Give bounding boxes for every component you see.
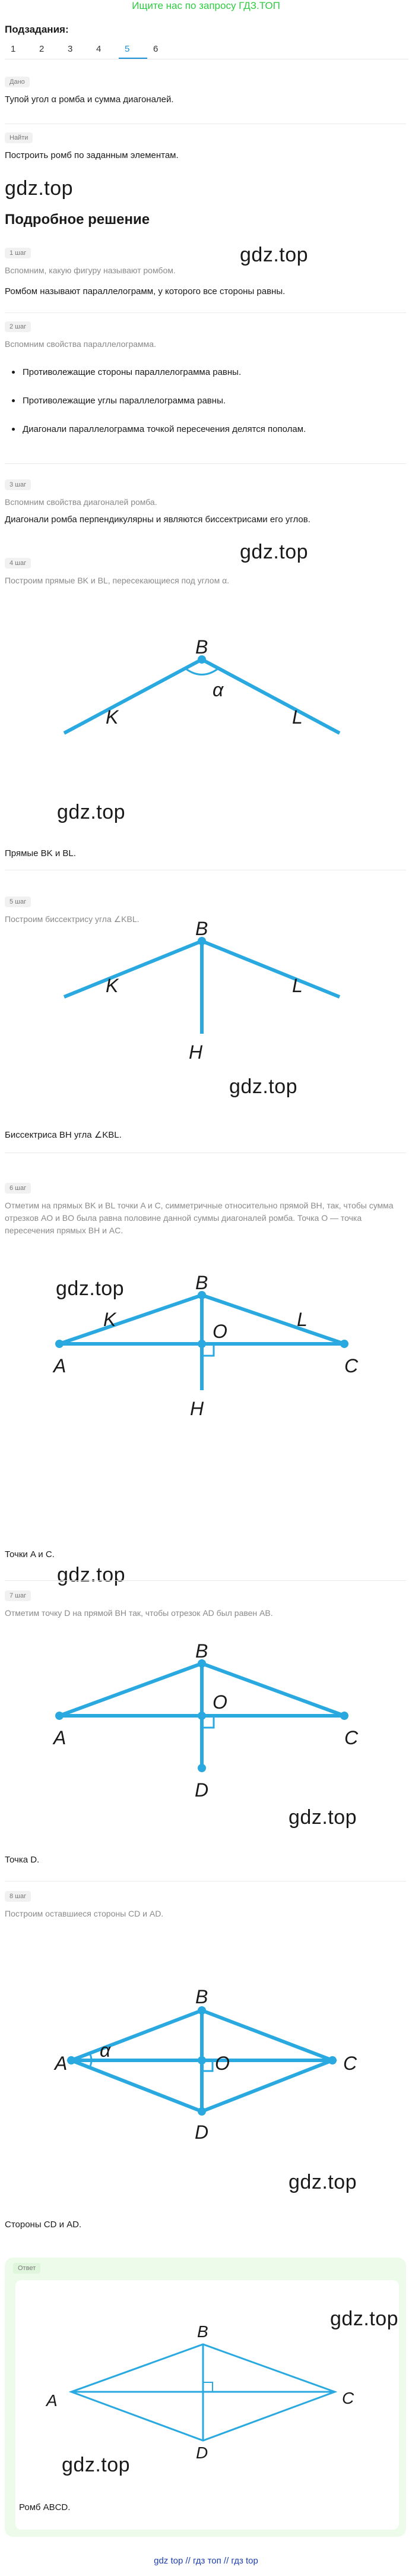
step-caption: Прямые BK и BL. bbox=[5, 848, 76, 858]
figure-step-7 bbox=[5, 1628, 406, 1806]
watermark: gdz.top bbox=[240, 244, 309, 266]
point-o bbox=[198, 1712, 206, 1720]
point-b bbox=[198, 2006, 206, 2015]
label-a: A bbox=[46, 2391, 58, 2410]
line-bk bbox=[64, 941, 202, 997]
step-1 bbox=[5, 247, 285, 298]
step-caption: Биссектриса BH угла ∠KBL. bbox=[5, 1130, 122, 1140]
watermark: gdz.top bbox=[57, 801, 126, 823]
subtasks-section bbox=[5, 24, 408, 59]
step-hint: Построим оставшиеся стороны CD и AD. bbox=[5, 1909, 164, 1918]
point-a bbox=[55, 1340, 64, 1348]
point-d bbox=[198, 2107, 206, 2116]
watermark: gdz.top bbox=[57, 1564, 126, 1586]
solution-title: Подробное решение bbox=[5, 211, 150, 228]
label-l: L bbox=[297, 1309, 308, 1330]
step-hint: Вспомним, какую фигуру называют ромбом. bbox=[5, 266, 176, 275]
label-alpha: α bbox=[100, 2040, 111, 2061]
given-block bbox=[5, 76, 174, 106]
parallelogram-properties bbox=[5, 366, 406, 436]
label-b: B bbox=[195, 1640, 208, 1662]
figure-step-5 bbox=[5, 921, 406, 1099]
label-b: B bbox=[197, 2322, 208, 2341]
line-bl bbox=[202, 941, 340, 997]
point-d bbox=[198, 1764, 206, 1772]
answer-tag-wrap bbox=[13, 2262, 40, 2274]
step-hint: Отметим на прямых BK и BL точки A и C, симметричные относительно прямой BH, так, чтобы сумма отрезков AO и BO была равна половине данной суммы диагоналей ромба. Точка O — точка пересечения прямых BH и AC. bbox=[5, 1201, 394, 1235]
step-8 bbox=[5, 1890, 406, 1920]
angle-arc bbox=[185, 668, 218, 675]
watermark: gdz.top bbox=[5, 177, 74, 200]
label-c: C bbox=[343, 2053, 357, 2074]
step-tag: 4 шаг bbox=[5, 558, 31, 569]
step-tag: 8 шаг bbox=[5, 1891, 31, 1902]
watermark: gdz.top bbox=[240, 541, 309, 563]
subtask-tab-2[interactable]: 2 bbox=[39, 44, 45, 54]
step-hint: Вспомним свойства диагоналей ромба. bbox=[5, 497, 157, 507]
step-caption: Точки A и C. bbox=[5, 1549, 55, 1560]
point-o bbox=[198, 2056, 206, 2064]
search-banner[interactable]: Ищите нас по запросу ГДЗ.ТОП bbox=[132, 0, 280, 11]
label-d: D bbox=[195, 2122, 209, 2143]
label-c: C bbox=[342, 2389, 354, 2407]
divider bbox=[5, 1580, 406, 1581]
watermark: gdz.top bbox=[229, 1075, 298, 1098]
watermark: gdz.top bbox=[56, 1277, 125, 1300]
label-c: C bbox=[344, 1727, 359, 1748]
label-d: D bbox=[196, 2444, 208, 2460]
divider bbox=[5, 312, 406, 313]
point-a bbox=[55, 1712, 64, 1720]
figure-step-8 bbox=[5, 1961, 406, 2157]
label-b: B bbox=[195, 921, 208, 939]
step-2 bbox=[5, 321, 406, 452]
step-4 bbox=[5, 557, 229, 587]
step-tag: 2 шаг bbox=[5, 321, 31, 332]
step-tag: 5 шаг bbox=[5, 896, 31, 907]
step-7 bbox=[5, 1590, 406, 1620]
right-angle-mark bbox=[203, 2382, 213, 2392]
step-caption: Точка D. bbox=[5, 1855, 40, 1865]
given-tag: Дано bbox=[5, 77, 30, 87]
line-ba bbox=[59, 1663, 202, 1716]
find-tag: Найти bbox=[5, 132, 33, 143]
point-c bbox=[340, 1712, 348, 1720]
step-text: Диагонали ромба перпендикулярны и являются биссектрисами его углов. bbox=[5, 514, 310, 525]
given-text: Тупой угол α ромба и сумма диагоналей. bbox=[5, 94, 174, 105]
answer-tag: Ответ bbox=[13, 2263, 40, 2274]
find-text: Построить ромб по заданным элементам. bbox=[5, 150, 179, 160]
step-hint: Построим прямые BK и BL, пересекающиеся под углом α. bbox=[5, 576, 230, 585]
step-tag: 6 шаг bbox=[5, 1183, 31, 1194]
watermark: gdz.top bbox=[289, 1806, 357, 1829]
label-a: A bbox=[53, 1727, 66, 1748]
line-bk bbox=[64, 659, 202, 733]
point-c bbox=[328, 2056, 337, 2064]
label-h: H bbox=[189, 1041, 203, 1063]
subtask-tab-1[interactable]: 1 bbox=[11, 44, 16, 54]
label-k: K bbox=[106, 975, 119, 996]
point-o bbox=[198, 1340, 206, 1348]
label-o: O bbox=[213, 1691, 227, 1713]
label-a: A bbox=[55, 2053, 68, 2074]
list-item: Противолежащие углы параллелограмма равны. bbox=[5, 394, 406, 408]
find-block bbox=[5, 132, 179, 162]
step-tag: 7 шаг bbox=[5, 1590, 31, 1601]
subtasks-title: Подзадания: bbox=[5, 24, 69, 35]
step-hint: Вспомним свойства параллелограмма. bbox=[5, 339, 156, 349]
label-o: O bbox=[215, 2053, 230, 2074]
label-k: K bbox=[103, 1309, 116, 1330]
subtask-tab-3[interactable]: 3 bbox=[68, 44, 73, 54]
label-alpha: α bbox=[213, 679, 224, 700]
label-b: B bbox=[195, 1986, 208, 2007]
label-l: L bbox=[292, 706, 303, 728]
label-o: O bbox=[213, 1321, 227, 1342]
watermark: gdz.top bbox=[62, 2454, 131, 2476]
point-c bbox=[340, 1340, 348, 1348]
subtask-tab-5[interactable]: 5 bbox=[119, 44, 147, 59]
divider bbox=[5, 463, 406, 464]
step-caption: Стороны CD и AD. bbox=[5, 2220, 82, 2230]
line-ba bbox=[59, 1295, 202, 1344]
step-hint: Отметим точку D на прямой BH так, чтобы отрезок AD был равен AB. bbox=[5, 1608, 273, 1618]
label-a: A bbox=[53, 1355, 66, 1377]
point-a bbox=[67, 2056, 75, 2064]
step-tag: 3 шаг bbox=[5, 479, 31, 490]
label-l: L bbox=[292, 975, 303, 996]
step-6 bbox=[5, 1182, 406, 1237]
figure-step-4 bbox=[5, 594, 406, 772]
watermark: gdz.top bbox=[289, 2171, 357, 2193]
label-d: D bbox=[195, 1779, 209, 1801]
step-hint: Построим биссектрису угла ∠KBL. bbox=[5, 914, 140, 924]
watermark: gdz.top bbox=[330, 2307, 399, 2330]
label-b: B bbox=[195, 1272, 208, 1293]
subtask-tab-6[interactable]: 6 bbox=[153, 44, 159, 54]
list-item: Диагонали параллелограмма точкой пересечения делятся пополам. bbox=[5, 423, 406, 436]
label-k: K bbox=[106, 706, 119, 728]
label-c: C bbox=[344, 1355, 359, 1377]
divider bbox=[5, 1881, 406, 1882]
list-item: Противолежащие стороны параллелограмма равны. bbox=[5, 366, 406, 379]
step-3 bbox=[5, 479, 310, 526]
answer-caption: Ромб ABCD. bbox=[19, 2502, 71, 2512]
subtask-tab-4[interactable]: 4 bbox=[96, 44, 102, 54]
step-tag: 1 шаг bbox=[5, 248, 31, 258]
subtask-nav bbox=[5, 44, 408, 59]
footer-links[interactable]: gdz top // гдз топ // гдз top bbox=[154, 2556, 258, 2566]
step-text: Ромбом называют параллелограмм, у которого все стороны равны. bbox=[5, 286, 286, 296]
label-h: H bbox=[190, 1398, 204, 1419]
label-b: B bbox=[195, 636, 208, 658]
